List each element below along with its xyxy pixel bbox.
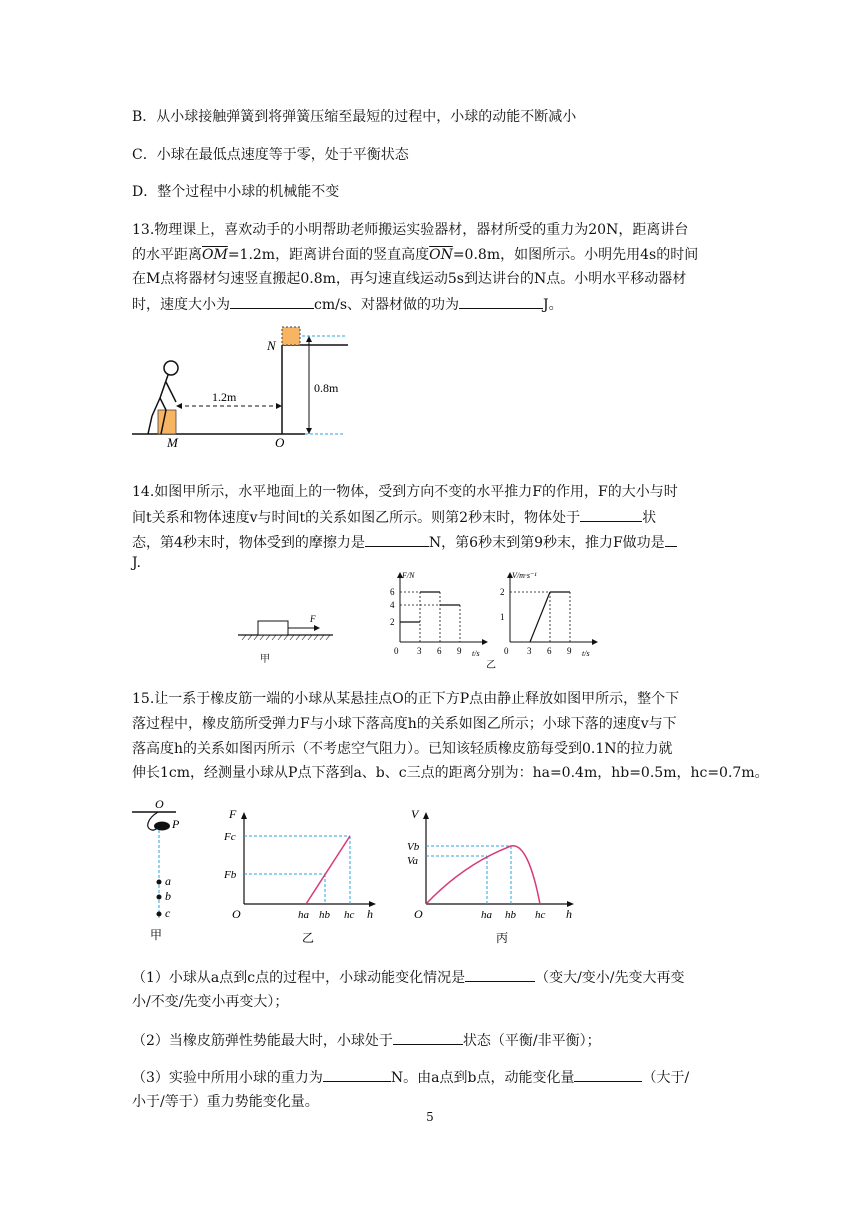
label-hb: hb: [505, 909, 516, 921]
vt-t-tick: 3: [527, 646, 532, 656]
q15-sub1-line1: （1）小球从a点到c点的过程中，小球动能变化情况是 （变大/变小/先变大再变: [132, 966, 685, 987]
label-va: Va: [407, 855, 418, 867]
q13-line3: 在M点将器材匀速竖直搬起0.8m，再匀速直线运动5s到达讲台的N点。小明水平移动器材: [132, 271, 687, 287]
q15-sub1-line2: 小/不变/先变小再变大）；: [132, 994, 289, 1010]
vt-t-arrow: [592, 639, 598, 645]
q14-figure-jia: [238, 610, 348, 670]
vt-t-tick: 9: [567, 646, 572, 656]
q15-figure-jia: [128, 796, 198, 946]
q15-blank-state[interactable]: [393, 1029, 463, 1045]
q15-sub3-line1: （3）实验中所用小球的重力为 N。由a点到b点，动能变化量 （大于/: [132, 1066, 689, 1087]
q14-figure-yi: [383, 562, 613, 672]
caption-jia: 甲: [150, 928, 163, 942]
label-b: b: [165, 889, 171, 903]
vt-t-tick: 6: [547, 646, 552, 656]
option-c: C．小球在最低点速度等于零，处于平衡状态: [132, 147, 409, 163]
caption-yi: 乙: [302, 931, 315, 945]
q13-line2: 的水平距离$\overline{OM}=1.2m$，距离讲台面的竖直高度$\overline{ON}=0.8m$，如图所示。小明先用4s的时间: [132, 247, 699, 263]
q15-blank-compare[interactable]: [574, 1066, 642, 1082]
label-fb: Fb: [224, 869, 237, 881]
vt-segment-accel: [530, 592, 550, 642]
q15-sub3-line2: 小于/等于）重力势能变化量。: [132, 1094, 319, 1110]
q15-blank-gravity[interactable]: [323, 1066, 391, 1082]
axis-f: F: [229, 807, 237, 821]
label-o: O: [275, 435, 285, 450]
om-segment: $\overline{OM}$: [202, 247, 228, 263]
label-a: a: [165, 874, 171, 888]
label-n: N: [267, 338, 276, 353]
option-b: B．从小球接触弹簧到将弹簧压缩至最短的过程中，小球的动能不断减小: [132, 109, 577, 125]
caption-jia: 甲: [260, 654, 270, 665]
ft-t-tick: 0: [394, 646, 399, 656]
on-segment: $\overline{ON}$: [429, 247, 453, 263]
q14-blank-friction[interactable]: [365, 531, 429, 547]
q14-line4: J.: [132, 555, 141, 571]
axis-v: V: [411, 807, 419, 821]
origin-o: O: [232, 907, 241, 921]
caption-bing: 丙: [496, 931, 509, 945]
q15-blank-kinetic[interactable]: [465, 966, 535, 982]
ft-f-tick: 2: [390, 617, 395, 627]
q15-line3: 落高度h的关系如图丙所示（不考虑空气阻力）。已知该轻质橡皮筋每受到0.1N的拉力就: [132, 741, 673, 757]
label-p: P: [172, 817, 180, 831]
vt-axis-label: V/m·s⁻¹: [512, 571, 537, 580]
label-fc: Fc: [224, 831, 236, 843]
q14-line1: 14.如图甲所示，水平地面上的一物体，受到方向不变的水平推力F的作用，F的大小与时: [132, 484, 678, 500]
q14-line2: 间t关系和物体速度v与时间t的关系如图乙所示。则第2秒末时，物体处于 状: [132, 506, 656, 527]
vt-v-tick: 2: [500, 587, 505, 597]
q14-line3: 态，第4秒末时，物体受到的摩擦力是 N，第6秒末到第9秒末，推力F做功是: [132, 531, 677, 552]
force-arrow-label: F: [310, 614, 316, 624]
label-m: M: [167, 435, 178, 450]
q13-figure: [120, 320, 360, 450]
q15-figure-bing: [404, 806, 584, 946]
ft-t-tick: 6: [437, 646, 442, 656]
q14-blank-state[interactable]: [580, 506, 642, 522]
q15-sub2: （2）当橡皮筋弹性势能最大时，小球处于 状态（平衡/非平衡）；: [132, 1029, 601, 1050]
q13-line1: 13.物理课上，喜欢动手的小明帮助老师搬运实验器材，器材所受的重力为20N，距离讲台: [132, 222, 689, 238]
caption-yi: 乙: [486, 660, 496, 671]
q15-line2: 落过程中，橡皮筋所受弹力F与小球下落高度h的关系如图乙所示；小球下落的速度v与下: [132, 716, 677, 732]
label-c: c: [165, 906, 171, 920]
axis-h: h: [566, 907, 572, 921]
origin-o: O: [414, 907, 423, 921]
ft-f-tick: 4: [390, 600, 395, 610]
label-distance: 1.2m: [212, 390, 237, 404]
label-hc: hc: [535, 909, 546, 921]
ft-t-arrow: [482, 639, 488, 645]
q13-blank-speed[interactable]: [230, 293, 314, 309]
q15-figure-yi: [222, 806, 392, 946]
axis-h: h: [367, 907, 373, 921]
label-o: O: [155, 797, 164, 811]
label-height: 0.8m: [314, 381, 339, 395]
page-number: 5: [426, 1110, 434, 1124]
q14-blank-work[interactable]: [665, 531, 677, 547]
q13-blank-work[interactable]: [459, 293, 543, 309]
label-ha: ha: [298, 909, 309, 921]
label-vb: Vb: [407, 841, 420, 853]
option-d: D．整个过程中小球的机械能不变: [132, 184, 340, 200]
q13-line4: 时，速度大小为 cm/s、对器材做的功为 J。: [132, 293, 563, 314]
ft-t-tick: 9: [457, 646, 462, 656]
ft-f-tick: 6: [390, 587, 395, 597]
label-ha: ha: [481, 909, 492, 921]
ft-t-tick: 3: [417, 646, 422, 656]
q15-line1: 15.让一系于橡皮筋一端的小球从某悬挂点O的正下方P点由静止释放如图甲所示，整个下: [132, 691, 680, 707]
q15-line4: 伸长1cm，经测量小球从P点下落到a、b、c三点的距离分别为：ha=0.4m，hb=0.5m，hc=0.7m。: [132, 765, 769, 781]
label-hc: hc: [344, 909, 355, 921]
label-hb: hb: [319, 909, 330, 921]
ft-axis-label: F/N: [402, 571, 415, 580]
ft-t-label: t/s: [472, 649, 480, 658]
vt-v-tick: 1: [500, 612, 505, 622]
vt-t-label: t/s: [582, 649, 590, 658]
vt-t-tick: 0: [504, 646, 509, 656]
